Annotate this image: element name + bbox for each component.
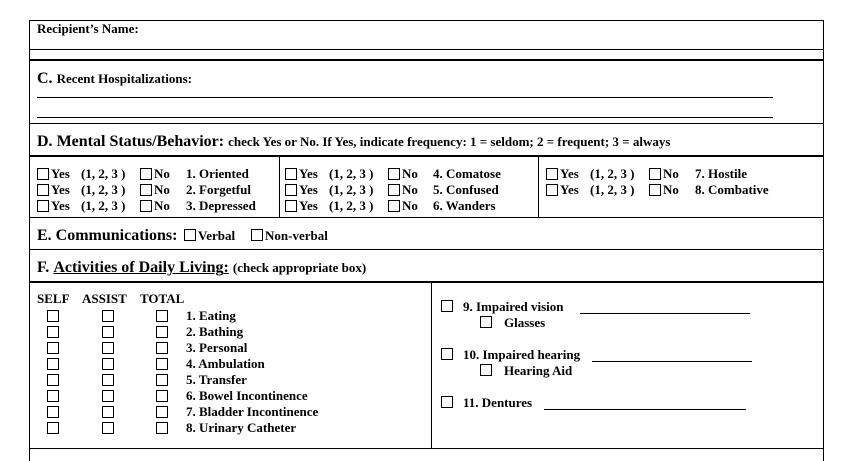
yes-label: Yes (299, 198, 318, 213)
glasses-checkbox[interactable] (480, 316, 492, 328)
hospitalizations-line-2[interactable] (37, 117, 773, 118)
section-e-heading: E. Communications: (37, 227, 178, 244)
yes-checkbox[interactable] (546, 184, 558, 196)
self-checkbox[interactable] (47, 374, 59, 386)
no-checkbox[interactable] (140, 184, 152, 196)
no-label: No (402, 198, 418, 213)
section-c-heading: C. Recent Hospitalizations: (37, 70, 192, 87)
total-header: TOTAL (140, 291, 185, 306)
total-checkbox[interactable] (156, 374, 168, 386)
adl-item-label: 8. Urinary Catheter (186, 420, 297, 435)
yes-label: Yes (299, 166, 318, 181)
no-checkbox[interactable] (140, 168, 152, 180)
impaired-vision-line[interactable] (580, 313, 750, 314)
impaired-hearing-label: 10. Impaired hearing (463, 347, 581, 362)
divider (538, 157, 539, 217)
frequency-options[interactable]: (1, 2, 3 ) (329, 182, 374, 197)
no-checkbox[interactable] (649, 184, 661, 196)
mental-status-item: 3. Depressed (186, 198, 256, 213)
yes-label: Yes (51, 198, 70, 213)
nonverbal-label: Non-verbal (265, 228, 328, 243)
yes-label: Yes (51, 166, 70, 181)
frequency-options[interactable]: (1, 2, 3 ) (329, 166, 374, 181)
assist-checkbox[interactable] (102, 422, 114, 434)
no-label: No (663, 166, 679, 181)
total-checkbox[interactable] (156, 422, 168, 434)
yes-label: Yes (51, 182, 70, 197)
total-checkbox[interactable] (156, 358, 168, 370)
self-checkbox[interactable] (47, 422, 59, 434)
no-checkbox[interactable] (388, 200, 400, 212)
self-checkbox[interactable] (47, 390, 59, 402)
frequency-options[interactable]: (1, 2, 3 ) (329, 198, 374, 213)
assist-checkbox[interactable] (102, 406, 114, 418)
hearing-aid-label: Hearing Aid (504, 363, 573, 378)
self-header: SELF (37, 291, 70, 306)
no-checkbox[interactable] (388, 168, 400, 180)
adl-item-label: 7. Bladder Incontinence (186, 404, 319, 419)
no-label: No (154, 198, 170, 213)
total-checkbox[interactable] (156, 406, 168, 418)
total-checkbox[interactable] (156, 310, 168, 322)
total-checkbox[interactable] (156, 326, 168, 338)
impaired-hearing-checkbox[interactable] (441, 348, 453, 360)
impaired-vision-checkbox[interactable] (441, 300, 453, 312)
yes-checkbox[interactable] (285, 200, 297, 212)
divider (279, 157, 280, 217)
mental-status-item: 1. Oriented (186, 166, 249, 181)
nonverbal-checkbox[interactable] (251, 229, 263, 241)
frequency-options[interactable]: (1, 2, 3 ) (590, 182, 635, 197)
divider (431, 283, 432, 448)
hospitalizations-line-1[interactable] (37, 97, 773, 98)
no-label: No (402, 182, 418, 197)
adl-item-label: 5. Transfer (186, 372, 247, 387)
yes-label: Yes (560, 166, 579, 181)
assist-checkbox[interactable] (102, 310, 114, 322)
divider (29, 217, 823, 218)
no-checkbox[interactable] (388, 184, 400, 196)
impaired-vision-label: 9. Impaired vision (463, 299, 564, 314)
self-checkbox[interactable] (47, 342, 59, 354)
hearing-aid-checkbox[interactable] (480, 364, 492, 376)
yes-checkbox[interactable] (37, 200, 49, 212)
dentures-line[interactable] (544, 409, 746, 410)
mental-status-item: 7. Hostile (695, 166, 747, 181)
verbal-checkbox[interactable] (184, 229, 196, 241)
no-checkbox[interactable] (140, 200, 152, 212)
section-d-heading: D. Mental Status/Behavior: check Yes or No. If Yes, indicate frequency: 1 = seldom; 2 = frequent; 3 = always (37, 133, 671, 150)
no-label: No (154, 166, 170, 181)
divider (29, 123, 823, 124)
adl-item-label: 3. Personal (186, 340, 248, 355)
no-label: No (154, 182, 170, 197)
mental-status-item: 2. Forgetful (186, 182, 251, 197)
self-checkbox[interactable] (47, 326, 59, 338)
recipient-name-label: Recipient’s Name: (37, 21, 139, 36)
adl-item-label: 4. Ambulation (186, 356, 265, 371)
self-checkbox[interactable] (47, 310, 59, 322)
yes-label: Yes (299, 182, 318, 197)
divider (29, 49, 823, 50)
no-checkbox[interactable] (649, 168, 661, 180)
frequency-options[interactable]: (1, 2, 3 ) (81, 182, 126, 197)
assist-checkbox[interactable] (102, 326, 114, 338)
section-f-heading: F. Activities of Daily Living: (check appropriate box) (37, 259, 367, 276)
yes-checkbox[interactable] (546, 168, 558, 180)
adl-item-label: 2. Bathing (186, 324, 244, 339)
impaired-hearing-line[interactable] (592, 361, 752, 362)
mental-status-item: 8. Combative (695, 182, 769, 197)
yes-checkbox[interactable] (37, 184, 49, 196)
verbal-label: Verbal (198, 228, 236, 243)
self-checkbox[interactable] (47, 406, 59, 418)
mental-status-item: 5. Confused (433, 182, 499, 197)
divider (29, 281, 823, 283)
adl-item-label: 6. Bowel Incontinence (186, 388, 308, 403)
frequency-options[interactable]: (1, 2, 3 ) (81, 166, 126, 181)
adl-item-label: 1. Eating (186, 308, 236, 323)
yes-label: Yes (560, 182, 579, 197)
total-checkbox[interactable] (156, 390, 168, 402)
divider (29, 155, 823, 157)
divider (29, 249, 823, 250)
mental-status-item: 4. Comatose (433, 166, 501, 181)
mental-status-item: 6. Wanders (433, 198, 496, 213)
assist-header: ASSIST (82, 291, 127, 306)
frequency-options[interactable]: (1, 2, 3 ) (590, 166, 635, 181)
assist-checkbox[interactable] (102, 358, 114, 370)
divider (29, 59, 823, 61)
assist-checkbox[interactable] (102, 390, 114, 402)
yes-checkbox[interactable] (285, 184, 297, 196)
dentures-checkbox[interactable] (441, 396, 453, 408)
no-label: No (402, 166, 418, 181)
self-checkbox[interactable] (47, 358, 59, 370)
assist-checkbox[interactable] (102, 374, 114, 386)
yes-checkbox[interactable] (37, 168, 49, 180)
frequency-options[interactable]: (1, 2, 3 ) (81, 198, 126, 213)
divider (29, 448, 823, 449)
dentures-label: 11. Dentures (463, 395, 533, 410)
glasses-label: Glasses (504, 315, 546, 330)
yes-checkbox[interactable] (285, 168, 297, 180)
no-label: No (663, 182, 679, 197)
assist-checkbox[interactable] (102, 342, 114, 354)
total-checkbox[interactable] (156, 342, 168, 354)
